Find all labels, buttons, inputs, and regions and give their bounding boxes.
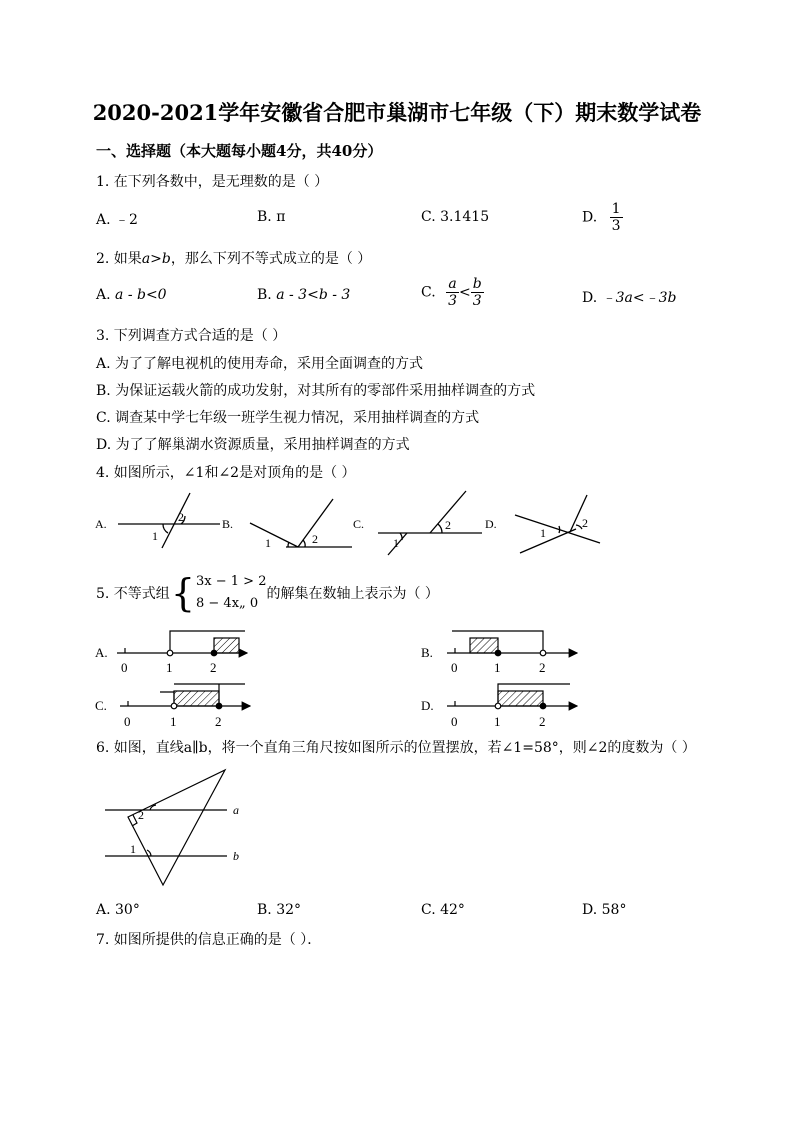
- q5c-hatched-region: [174, 691, 219, 706]
- q2-option-a[interactable]: [96, 287, 167, 303]
- q5a-tick-label-1: 1: [166, 660, 173, 675]
- question-5-stem: [96, 571, 439, 615]
- section-heading: 一、选择题（本大题每小题4分，共40分）: [96, 142, 383, 160]
- question-2-stem: [96, 248, 371, 268]
- fraction-denominator: 3: [611, 218, 621, 234]
- q4d-angle2-label: 2: [582, 516, 588, 530]
- q2-option-d-label: D.: [582, 290, 598, 306]
- question-4-stem: 4. 如图所示，∠1和∠2是对顶角的是（ ）: [96, 465, 356, 481]
- q2-option-c-fraction-1: [446, 276, 459, 309]
- q2-option-c-relation: <: [459, 284, 471, 301]
- q4c-angle2-label: 2: [445, 518, 451, 532]
- q6-figure: [95, 765, 265, 890]
- q5-label-c: C.: [95, 698, 107, 713]
- q5d-open-point-1: [495, 703, 501, 709]
- q5b-closed-point-1: [495, 650, 501, 656]
- q5b-tick-label-0: 0: [451, 660, 458, 675]
- q4b-angle1-arc: [288, 542, 289, 547]
- q5-stem-suffix: 的解集在数轴上表示为（ ）: [266, 586, 439, 602]
- q4a-angle1-label: 1: [152, 529, 158, 543]
- q6-option-b[interactable]: B. 32°: [257, 902, 302, 918]
- q6-triangle: [128, 770, 225, 885]
- q4a-angle1-arc: [163, 524, 168, 533]
- q5c-tick-label-0: 0: [124, 714, 131, 729]
- q5-system-line-1: 3x − 1 > 2: [196, 574, 267, 589]
- q2-option-c-fraction-2: [471, 276, 484, 309]
- q2-option-a-expr: a - b<0: [115, 287, 167, 303]
- q5d-tick-label-1: 1: [494, 714, 501, 729]
- q2-option-b-label: B.: [257, 287, 272, 303]
- q5c-tick-label-2: 2: [215, 714, 222, 729]
- q6-label-b: b: [233, 849, 239, 863]
- q5b-tick-label-2: 2: [539, 660, 546, 675]
- q5-stem-prefix: 5. 不等式组: [96, 586, 170, 602]
- q4-label-c: C.: [353, 517, 365, 531]
- q6-option-c[interactable]: C. 42°: [421, 902, 465, 918]
- q5-number-lines: [90, 622, 610, 732]
- q2-option-c-label: C.: [421, 284, 436, 301]
- q1-option-d-label: D.: [582, 209, 598, 226]
- q2-option-b[interactable]: [257, 287, 350, 303]
- q4b-angle1-label: 1: [265, 536, 271, 550]
- q4-label-d: D.: [485, 517, 497, 531]
- q4a-slanted-line: [162, 493, 190, 548]
- q5-brace: {: [170, 571, 195, 615]
- q5b-hatched-region: [470, 638, 498, 653]
- fraction-denominator: 3: [448, 293, 458, 309]
- q6-angle1-label: 1: [130, 842, 136, 856]
- q2-stem-suffix: ，那么下列不等式成立的是（ ）: [170, 251, 372, 267]
- q2-option-a-label: A.: [96, 287, 111, 303]
- q5-label-a: A.: [95, 645, 108, 660]
- fraction-numerator: 1: [611, 201, 621, 217]
- q6-angle2-label: 2: [138, 808, 144, 822]
- q5b-open-point-2: [540, 650, 546, 656]
- q5d-closed-point-2: [540, 703, 546, 709]
- q3-option-d[interactable]: D. 为了了解巢湖水资源质量，采用抽样调查的方式: [96, 437, 410, 453]
- q2-option-d-expr: ﹣3a<﹣3b: [601, 290, 677, 306]
- q4a-angle2-label: 2: [178, 510, 184, 524]
- q5a-tick-label-0: 0: [121, 660, 128, 675]
- question-1-stem: 1. 在下列各数中，是无理数的是（ ）: [96, 174, 329, 190]
- question-3-stem: 3. 下列调查方式合适的是（ ）: [96, 328, 287, 344]
- q5a-hatched-region: [214, 638, 239, 653]
- q6-right-angle-mark: [132, 815, 137, 826]
- q2-option-c[interactable]: [421, 276, 484, 309]
- q4-figures: [90, 485, 610, 560]
- q4-label-b: B.: [222, 517, 234, 531]
- q5-system: [196, 571, 266, 615]
- fraction-numerator: b: [472, 276, 482, 292]
- q5a-tick-label-2: 2: [210, 660, 217, 675]
- q6-option-d[interactable]: D. 58°: [582, 902, 627, 918]
- q1-option-c[interactable]: C. 3.1415: [421, 209, 490, 225]
- q5-label-d: D.: [421, 698, 434, 713]
- q1-option-b[interactable]: B. π: [257, 209, 286, 225]
- q5b-tick-label-1: 1: [494, 660, 501, 675]
- q3-option-c[interactable]: C. 调查某中学七年级一班学生视力情况，采用抽样调查的方式: [96, 410, 480, 426]
- q6-label-a: a: [233, 803, 239, 817]
- q5d-tick-label-2: 2: [539, 714, 546, 729]
- q5-system-line-2: 8 − 4x„ 0: [196, 596, 259, 611]
- q2-option-d[interactable]: [582, 287, 677, 307]
- q4d-angle1-label: 1: [540, 526, 546, 540]
- q6-option-a[interactable]: A. 30°: [96, 902, 140, 918]
- q2-stem-prefix: 2. 如果: [96, 251, 142, 267]
- q4d-line-2: [520, 529, 576, 553]
- q5d-hatched-region: [498, 691, 543, 706]
- q1-option-d[interactable]: [582, 201, 623, 234]
- question-6-stem: 6. 如图，直线a∥b，将一个直角三角尺按如图所示的位置摆放，若∠1=58°，则∠2的度数为（ ）: [96, 740, 696, 756]
- q3-option-b[interactable]: B. 为保证运载火箭的成功发射，对其所有的零部件采用抽样调查的方式: [96, 383, 536, 399]
- q4c-angle2-arc: [438, 524, 442, 533]
- q5c-closed-point-2: [216, 703, 222, 709]
- q5d-tick-label-0: 0: [451, 714, 458, 729]
- q4d-angle1-arc: [559, 526, 560, 533]
- q1-option-d-fraction: [610, 201, 623, 234]
- fraction-denominator: 3: [472, 293, 482, 309]
- question-7-stem: 7. 如图所提供的信息正确的是（ ）．: [96, 932, 322, 948]
- q5c-open-point-1: [171, 703, 177, 709]
- q1-option-a[interactable]: A. ﹣2: [96, 212, 138, 228]
- q5c-tick-label-1: 1: [170, 714, 177, 729]
- q4c-angle1-label: 1: [393, 536, 399, 550]
- q2-stem-condition: a>b: [141, 251, 171, 267]
- q5a-open-point-1: [167, 650, 173, 656]
- q3-option-a[interactable]: A. 为了了解电视机的使用寿命，采用全面调查的方式: [96, 356, 424, 372]
- q5a-closed-point-2: [211, 650, 217, 656]
- q2-option-b-expr: a - 3<b - 3: [276, 287, 351, 303]
- fraction-numerator: a: [446, 276, 459, 293]
- page-title: 2020-2021学年安徽省合肥市巢湖市七年级（下）期末数学试卷: [92, 100, 702, 125]
- q4b-left-line: [250, 523, 298, 547]
- q4b-angle2-label: 2: [312, 532, 318, 546]
- q5-label-b: B.: [421, 645, 433, 660]
- q4-label-a: A.: [95, 517, 107, 531]
- q4b-angle2-arc: [303, 540, 305, 547]
